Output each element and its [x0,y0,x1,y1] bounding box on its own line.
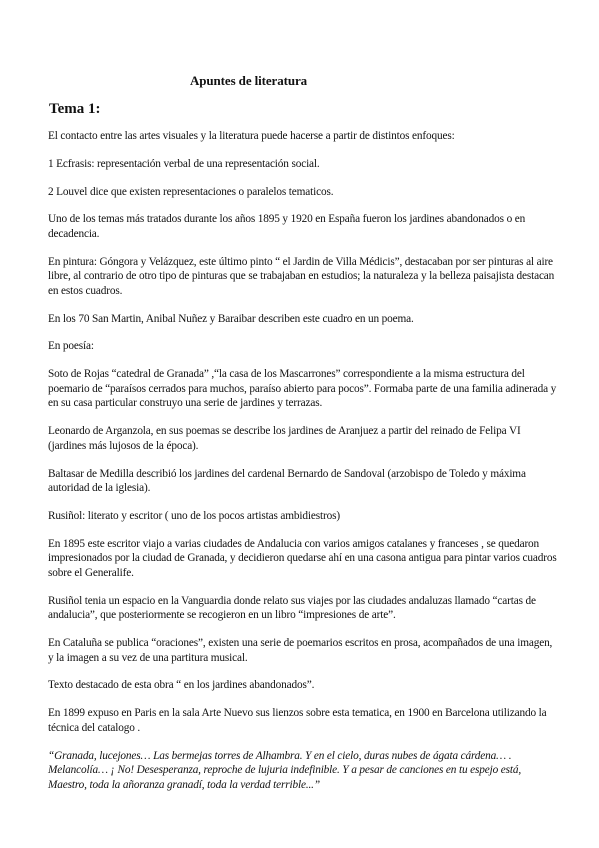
paragraph: En 1895 este escritor viajo a varias ciudades de Andalucia con varios amigos catalanes y franceses , se quedaron impresionados por la ciudad de Granada, y decidieron quedarse ahí en una casona antigua para pintar varios cuadros sobre el Generalife. [48,537,557,579]
paragraph: En poesía: [48,340,94,353]
paragraph: Uno de los temas más tratados durante los años 1895 y 1920 en España fueron los jardines abandonados o en decadencia. [48,213,526,240]
document-body [48,129,558,806]
paragraph: En pintura: Góngora y Velázquez, este último pinto “ el Jardin de Villa Médicis”, destacaban por ser pinturas al aire libre, al contrario de otro tipo de pinturas que se trabajaban en estudios; la naturaleza y la belleza paisajista destacan en estos cuadros. [48,255,555,297]
paragraph: Rusiñol: literato y escritor ( uno de los pocos artistas ambidiestros) [48,509,340,522]
section-heading: Tema 1: [49,101,101,117]
paragraph: En 1899 expuso en Paris en la sala Arte Nuevo sus lienzos sobre esta tematica, en 1900 en Barcelona utilizando la técnica del catalogo . [48,707,547,734]
paragraph: Baltasar de Medilla describió los jardines del cardenal Bernardo de Sandoval (arzobispo de Toledo y máxima autoridad de la iglesia). [48,467,526,495]
paragraph: 2 Louvel dice que existen representaciones o paralelos tematicos. [48,185,334,198]
paragraph: Rusiñol tenia un espacio en la Vanguardia donde relato sus viajes por las ciudades andaluzas llamado “cartas de andalucia”, que posteriormente se recogieron en un libro “impresiones de arte”. [48,594,536,622]
paragraph: En los 70 San Martin, Anibal Nuñez y Baraibar describen este cuadro en un poema. [48,312,414,325]
paragraph: Texto destacado de esta obra “ en los jardines abandonados”. [48,679,315,692]
paragraph: El contacto entre las artes visuales y la literatura puede hacerse a partir de distintos enfoques: [48,130,455,142]
quote-paragraph: “Granada, lucejones… Las bermejas torres de Alhambra. Y en el cielo, duras nubes de ágata cárdena… . Melancolía… ¡ No! Desesperanza, reproche de lujuria indefinible. Y a pesar de canciones en tu espejo está, Maestro, toda la añoranza granadí, toda la verdad terrible...” [48,749,522,791]
document-title: Apuntes de literatura [190,73,308,88]
paragraph: Leonardo de Arganzola, en sus poemas se describe los jardines de Aranjuez a partir del reinado de Felipa VI (jardines más lujosos de la época). [48,425,521,452]
paragraph: Soto de Rojas “catedral de Granada” ,“la casa de los Mascarrones” correspondiente a la misma estructura del poemario de “paraísos cerrados para muchos, paraíso abierto para pocos”. Formaba parte de una familia adinerada y en su casa particular construyo una serie de jardines y terrazas. [48,368,557,410]
paragraph: En Cataluña se publica “oraciones”, existen una serie de poemarios escritos en prosa, acompañados de una imagen, y la imagen a su vez de una partitura musical. [48,637,553,664]
paragraph: 1 Ecfrasis: representación verbal de una representación social. [48,157,320,170]
